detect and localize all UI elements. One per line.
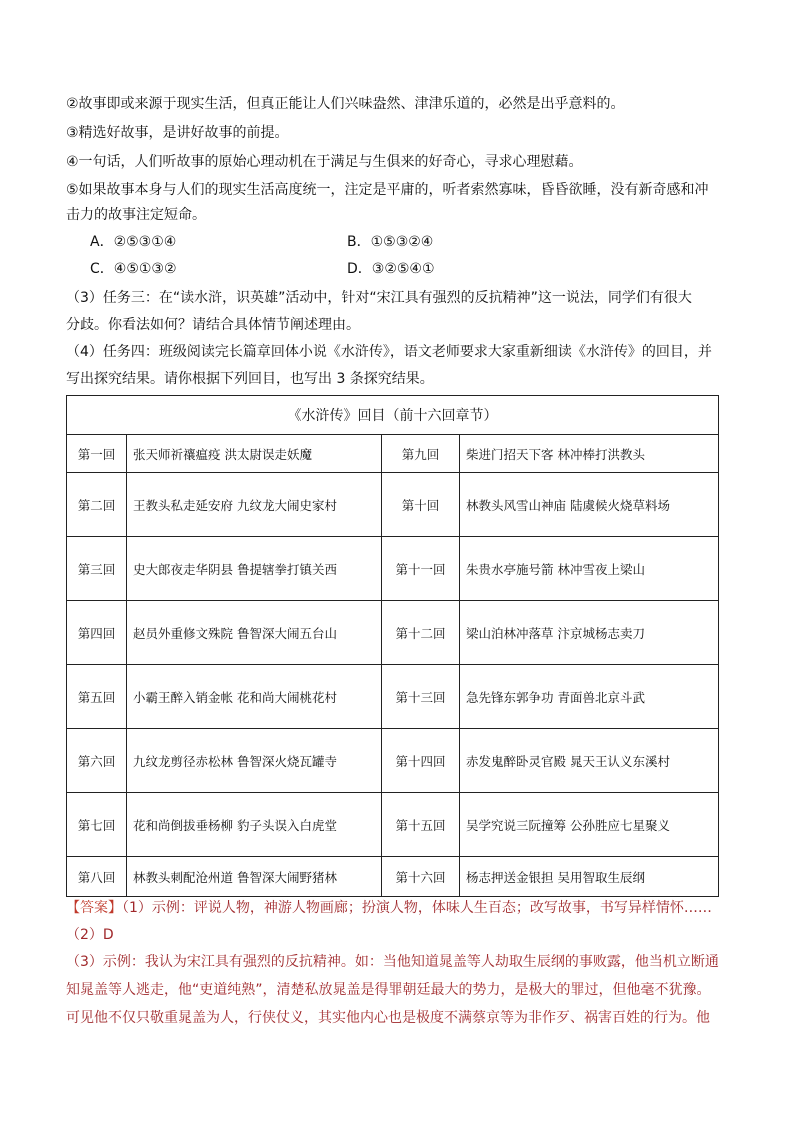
answer-tag: 【答案】 [66,900,122,916]
chapter-number: 第十三回 [382,665,460,729]
chapter-title: 林教头风雪山神庙 陆虞候火烧草料场 [460,473,719,537]
statement-5-cont: 击力的故事注定短命。 [66,207,206,223]
chapter-number: 第四回 [67,601,127,665]
answer-1-text: （1）示例：评说人物，神游人物画廊；扮演人物，体味人生百态；改写故事，书写异样情怀…… [122,900,712,916]
answer-2: （2）D [66,927,114,943]
chapter-title: 林教头刺配沧州道 鲁智深大闹野猪林 [127,857,382,897]
chapter-title: 九纹龙剪径赤松林 鲁智深火烧瓦罐寺 [127,729,382,793]
chapter-title: 急先锋东郭争功 青面兽北京斗武 [460,665,719,729]
table-row [67,473,719,537]
task3-line1: （3）任务三：在“读水浒，识英雄”活动中，针对“宋江具有强烈的反抗精神”这一说法，同学们有很大 [66,290,692,306]
chapter-number: 第二回 [67,473,127,537]
chapter-table [66,395,719,897]
statement-2: ②故事即或来源于现实生活，但真正能让人们兴味盎然、津津乐道的，必然是出乎意料的。 [66,96,625,112]
answer-3-line3: 可见他不仅只敬重晁盖为人，行侠仗义，其实他内心也是极度不满蔡京等为非作歹、祸害百姓的行为。他 [66,1010,710,1026]
chapter-number: 第三回 [67,537,127,601]
chapter-title: 花和尚倒拔垂杨柳 豹子头误入白虎堂 [127,793,382,857]
chapter-number: 第十五回 [382,793,460,857]
table-row [67,857,719,897]
chapter-number: 第十六回 [382,857,460,897]
chapter-number: 第七回 [67,793,127,857]
chapter-number: 第五回 [67,665,127,729]
answer-3-line2: 知晁盖等人逃走，他“吏道纯熟”，清楚私放晁盖是得罪朝廷最大的势力，是极大的罪过，但他毫不犹豫。 [66,982,711,998]
chapter-title: 吴学究说三阮撞筹 公孙胜应七星聚义 [460,793,719,857]
chapter-title: 王教头私走延安府 九纹龙大闹史家村 [127,473,382,537]
chapter-title: 张天师祈禳瘟疫 洪太尉误走妖魔 [127,435,382,473]
chapter-number: 第六回 [67,729,127,793]
option-d: D．③②⑤④① [347,261,435,277]
chapter-title: 小霸王醉入销金帐 花和尚大闹桃花村 [127,665,382,729]
option-c: C．④⑤①③② [90,261,177,277]
chapter-title: 赵员外重修文殊院 鲁智深大闹五台山 [127,601,382,665]
chapter-title: 史大郎夜走华阴县 鲁提辖拳打镇关西 [127,537,382,601]
statement-4: ④一句话，人们听故事的原始心理动机在于满足与生俱来的好奇心，寻求心理慰藉。 [66,154,583,170]
chapter-number: 第十一回 [382,537,460,601]
chapter-title: 朱贵水亭施号箭 林冲雪夜上梁山 [460,537,719,601]
option-a: A．②⑤③①④ [90,234,177,250]
answer-3-line1: （3）示例：我认为宋江具有强烈的反抗精神。如：当他知道晁盖等人劫取生辰纲的事败露，他当机立断通 [66,954,719,970]
chapter-number: 第十回 [382,473,460,537]
table-row [67,729,719,793]
chapter-number: 第九回 [382,435,460,473]
task4-line1: （4）任务四：班级阅读完长篇章回体小说《水浒传》，语文老师要求大家重新细读《水浒传》的回目，并 [66,344,712,360]
chapter-number: 第一回 [67,435,127,473]
table-row [67,665,719,729]
table-row [67,601,719,665]
chapter-title: 梁山泊林冲落草 汴京城杨志卖刀 [460,601,719,665]
task4-line2: 写出探究结果。请你根据下列回目，也写出 3 条探究结果。 [66,371,434,387]
chapter-number: 第八回 [67,857,127,897]
task3-line2: 分歧。你看法如何？请结合具体情节阐述理由。 [66,317,360,333]
chapter-title: 赤发鬼醉卧灵官殿 晁天王认义东溪村 [460,729,719,793]
option-b: B．①⑤③②④ [347,234,434,250]
answer-1 [66,898,736,918]
table-row [67,793,719,857]
statement-3: ③精选好故事，是讲好故事的前提。 [66,125,289,141]
table-title: 《水浒传》回目（前十六回章节） [67,396,719,435]
table-row [67,435,719,473]
statement-5: ⑤如果故事本身与人们的现实生活高度统一，注定是平庸的，听者索然寡味，昏昏欲睡，没有新奇感和冲 [66,182,709,198]
table-row [67,537,719,601]
chapter-number: 第十二回 [382,601,460,665]
chapter-title: 杨志押送金银担 吴用智取生辰纲 [460,857,719,897]
chapter-title: 柴进门招天下客 林冲棒打洪教头 [460,435,719,473]
chapter-number: 第十四回 [382,729,460,793]
